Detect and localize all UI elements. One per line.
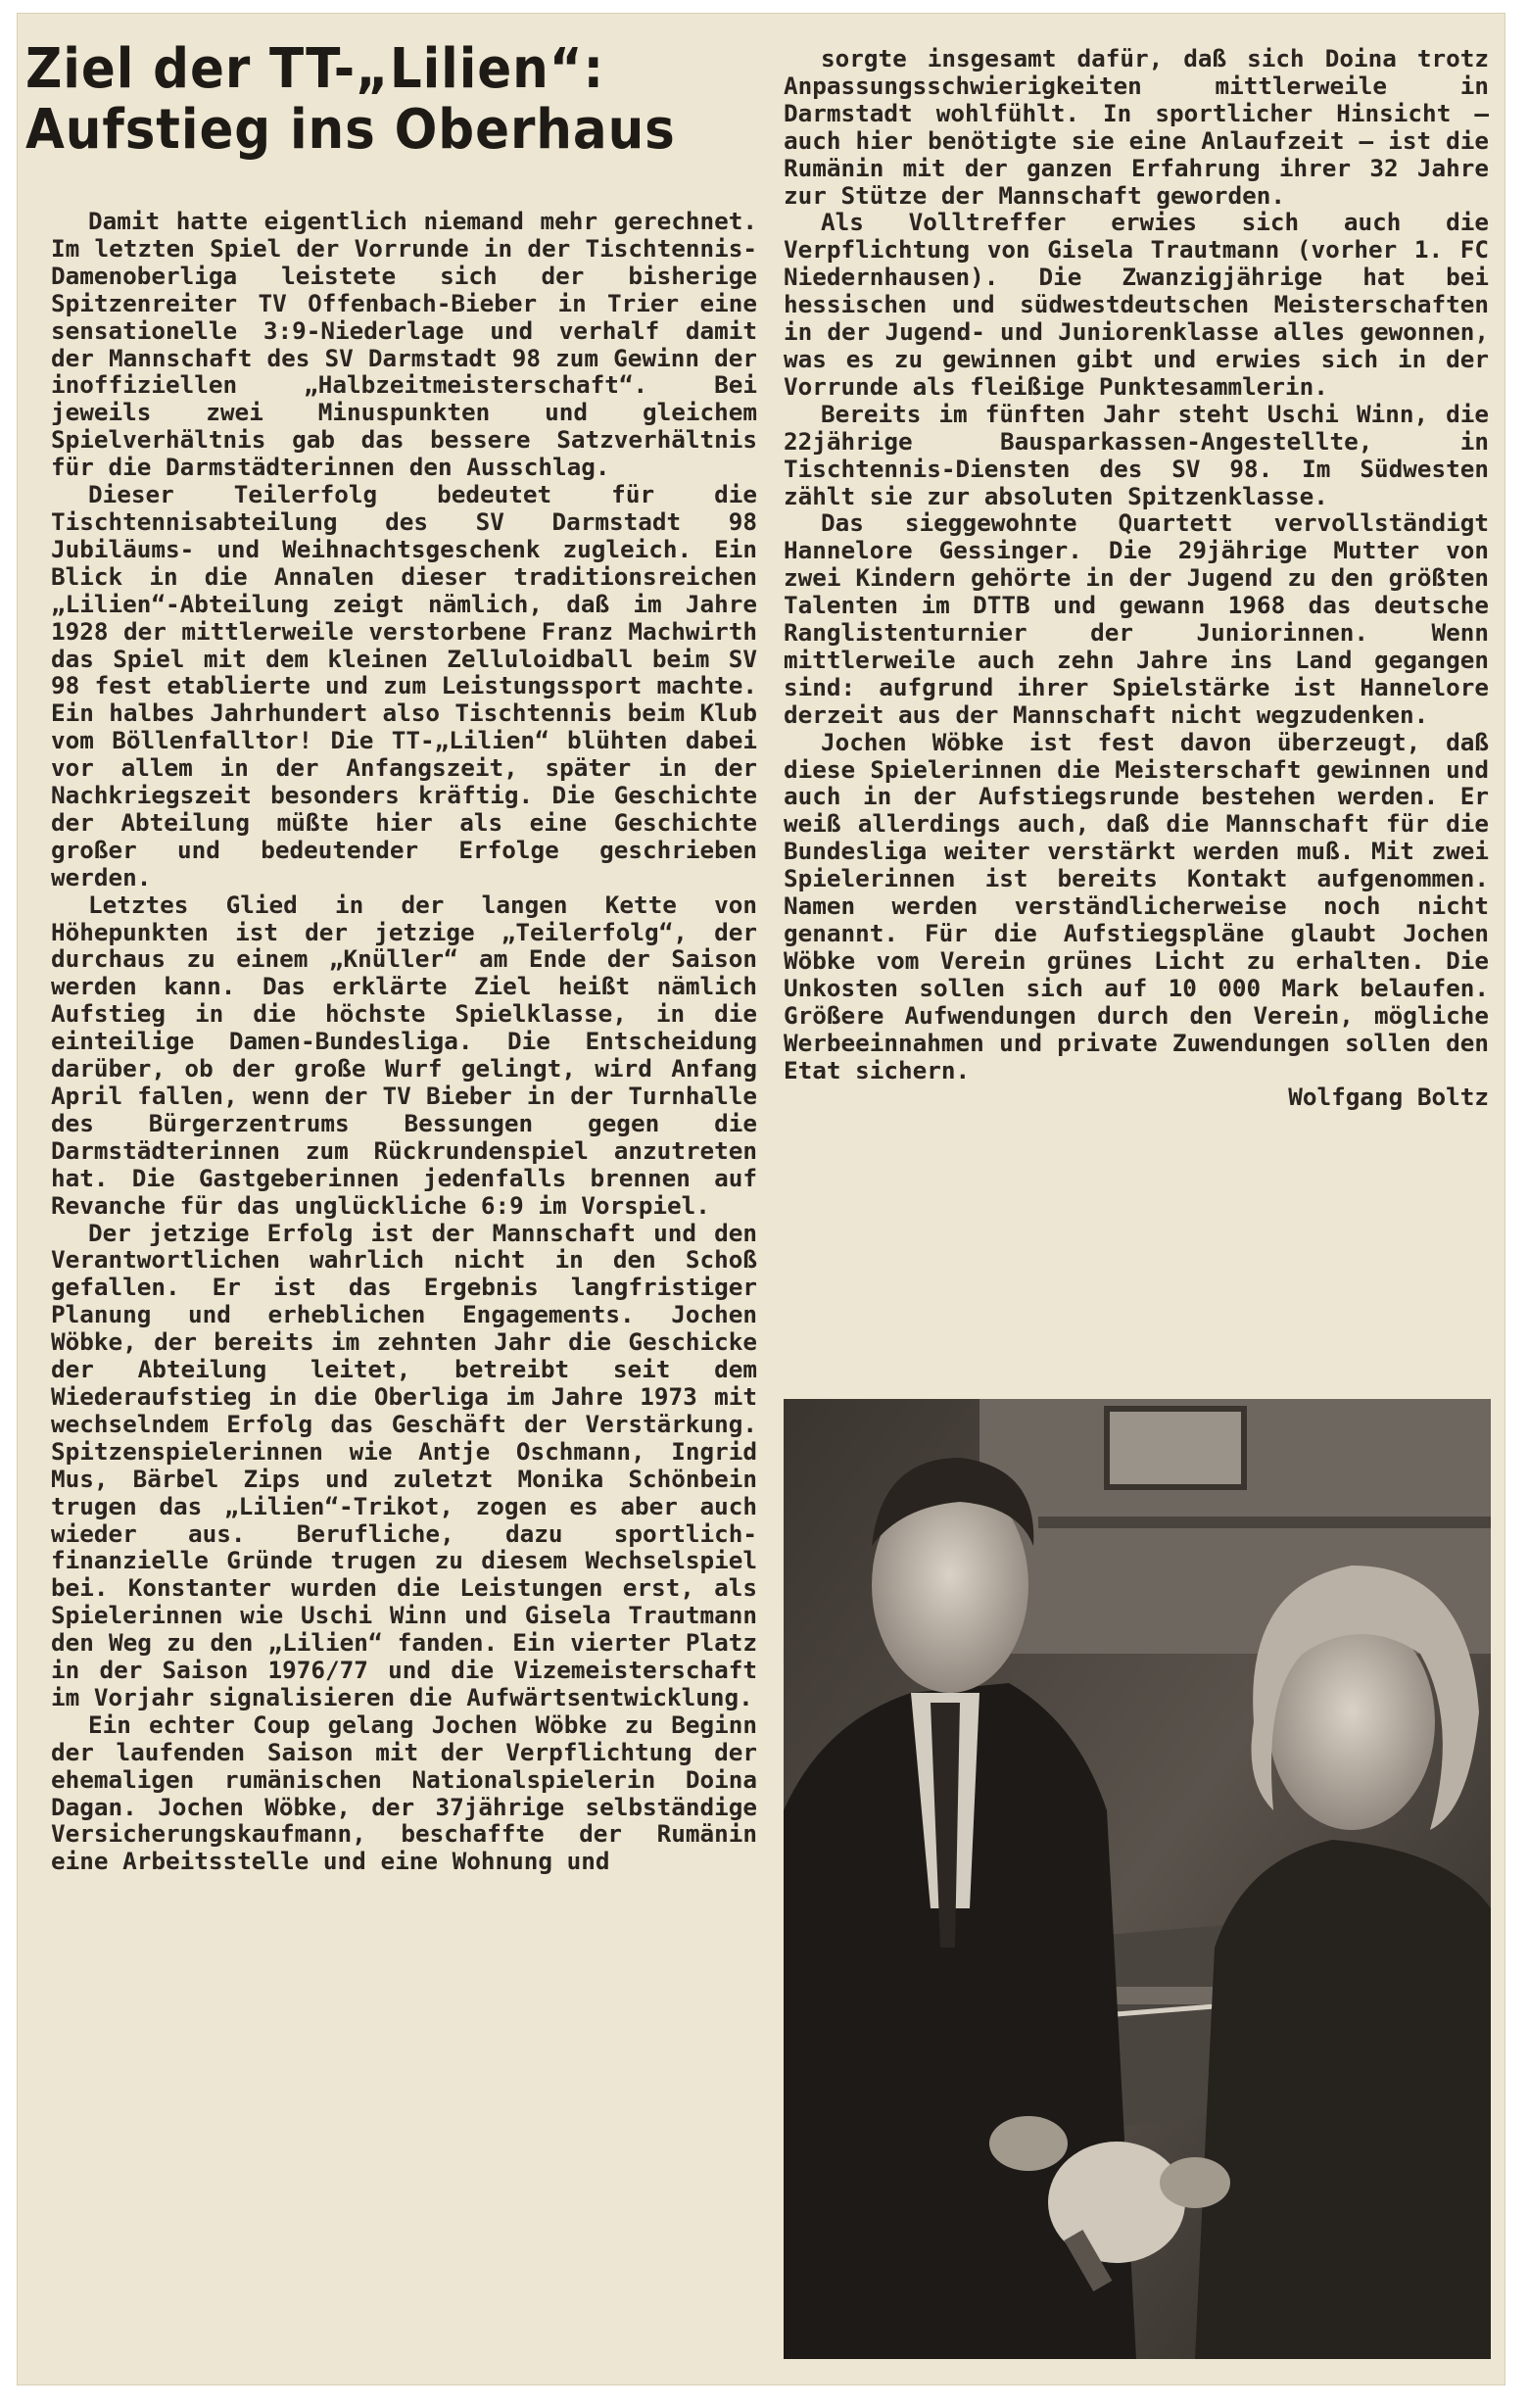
paragraph: Der jetzige Erfolg ist der Mannschaft und den Verantwortlichen wahrlich nicht in den Schoß gefallen. Er ist das Ergebnis langfristiger Planung und erheblichen Engagements. Jochen Wöbke, der bereits im zehnten Jahr die Geschicke der Abteilung leitet, betreibt seit dem Wiederaufstieg in die Oberliga im Jahre 1973 mit wechselndem Erfolg das Geschäft der Verstärkung. Spitzenspielerinnen wie Antje Oschmann, Ingrid Mus, Bärbel Zips und zuletzt Monika Schönbein trugen das „Lilien“-Trikot, zogen es aber auch wieder aus. Berufliche, dazu sportlich-finanzielle Gründe trugen zu diesem Wechselspiel bei. Konstanter wurden die Leistungen erst, als Spielerinnen wie Uschi Winn und Gisela Trautmann den Weg zu den „Lilien“ fanden. Ein vierter Platz in der Saison 1976/77 und die Vizemeisterschaft im Vorjahr signalisieren die Aufwärtsentwicklung. [51, 1218, 757, 1711]
paragraph: Dieser Teilerfolg bedeutet für die Tischtennisabteilung des SV Darmstadt 98 Jubiläums- und Weihnachtsgeschenk zugleich. Ein Blick in die Annalen dieser traditionsreichen „Lilien“-Abteilung zeigt nämlich, daß im Jahre 1928 der mittlerweile verstorbene Franz Machwirth das Spiel mit dem kleinen Zelluloidball beim SV 98 fest etablierte und zum Leistungssport machte. Ein halbes Jahrhundert also Tischtennis beim Klub vom Böllenfalltor! Die TT-„Lilien“ blühten dabei vor allem in der Anfangszeit, später in der Nachkriegszeit besonders kräftig. Die Geschichte der Abteilung müßte hier als eine Geschichte großer und bedeutender Erfolge geschrieben werden. [51, 480, 757, 891]
paragraph: Ein echter Coup gelang Jochen Wöbke zu Beginn der laufenden Saison mit der Verpflichtung der ehemaligen rumänischen Nationalspielerin Doina Dagan. Jochen Wöbke, der 37jährige selbständige Versicherungskaufmann, beschaffte der Rumänin eine Arbeitsstelle und eine Wohnung und [51, 1710, 757, 1876]
paragraph: Das sieggewohnte Quartett vervollständigt Hannelore Gessinger. Die 29jährige Mutter von zwei Kindern gehörte in der Jugend zu den größten Talenten im DTTB und gewann 1968 das deutsche Ranglistenturnier der Juniorinnen. Wenn mittlerweile auch zehn Jahre ins Land gegangen sind: aufgrund ihrer Spielstärke ist Hannelore derzeit aus der Mannschaft nicht wegzudenken. [784, 508, 1489, 729]
right-column [784, 45, 1489, 1397]
article-photo [784, 1399, 1491, 2359]
photo-illustration [784, 1399, 1491, 2359]
paragraph: Als Volltreffer erwies sich auch die Verpflichtung von Gisela Trautmann (vorher 1. FC Niedernhausen). Die Zwanzigjährige hat bei hessischen und südwestdeutschen Meisterschaften in der Jugend- und Juniorenklasse alles gewonnen, was es zu gewinnen gibt und erwies sich in der Vorrunde als fleißige Punktesammlerin. [784, 208, 1489, 401]
left-column [51, 208, 757, 2373]
paragraph: Damit hatte eigentlich niemand mehr gerechnet. Im letzten Spiel der Vorrunde in der Tischtennis-Damenoberliga leistete sich der bisherige Spitzenreiter TV Offenbach-Bieber in Trier eine sensationelle 3:9-Niederlage und verhalf damit der Mannschaft des SV Darmstadt 98 zum Gewinn der inoffiziellen „Halbzeitmeisterschaft“. Bei jeweils zwei Minuspunkten und gleichem Spielverhältnis gab das bessere Satzverhältnis für die Darmstädterinnen den Ausschlag. [51, 208, 757, 482]
paragraph: Bereits im fünften Jahr steht Uschi Winn, die 22jährige Bausparkassen-Angestellte, in Tischtennis-Diensten des SV 98. Im Südwesten zählt sie zur absoluten Spitzenklasse. [784, 399, 1489, 510]
headline-line-1: Ziel der TT-„Lilien“: [25, 37, 605, 101]
paragraph: sorgte insgesamt dafür, daß sich Doina trotz Anpassungsschwierigkeiten mittlerweile in Darmstadt wohlfühlt. In sportlicher Hinsicht — auch hier benötigte sie eine Anlaufzeit — ist die Rumänin mit der ganzen Erfahrung ihrer 32 Jahre zur Stütze der Mannschaft geworden. [784, 45, 1489, 210]
headline-line-2: Aufstieg ins Oberhaus [25, 98, 676, 162]
byline: Wolfgang Boltz [1288, 1083, 1489, 1112]
paragraph: Letztes Glied in der langen Kette von Höhepunkten ist der jetzige „Teilerfolg“, der durchaus zu einem „Knüller“ am Ende der Saison werden kann. Das erklärte Ziel heißt nämlich Aufstieg in die höchste Spielklasse, in die einteilige Damen-Bundesliga. Die Entscheidung darüber, ob der große Wurf gelingt, wird Anfang April fallen, wenn der TV Bieber in der Turnhalle des Bürgerzentrums Bessungen gegen die Darmstädterinnen zum Rückrundenspiel anzutreten hat. Die Gastgeberinnen jedenfalls brennen auf Revanche für das unglückliche 6:9 im Vorspiel. [51, 890, 757, 1220]
headline [25, 39, 701, 161]
paragraph: Jochen Wöbke ist fest davon überzeugt, daß diese Spielerinnen die Meisterschaft gewinnen und auch in der Aufstiegsrunde bestehen werden. Er weiß allerdings auch, daß die Mannschaft für die Bundesliga weiter verstärkt werden muß. Mit zwei Spielerinnen ist bereits Kontakt aufgenommen. Namen werden verständlicherweise noch nicht genannt. Für die Aufstiegspläne glaubt Jochen Wöbke vom Verein grünes Licht zu erhalten. Die Unkosten sollen sich auf 10 000 Mark belaufen. Größere Aufwendungen durch den Verein, mögliche Werbeeinnahmen und private Zuwendungen sollen den Etat sichern. [784, 727, 1489, 1084]
